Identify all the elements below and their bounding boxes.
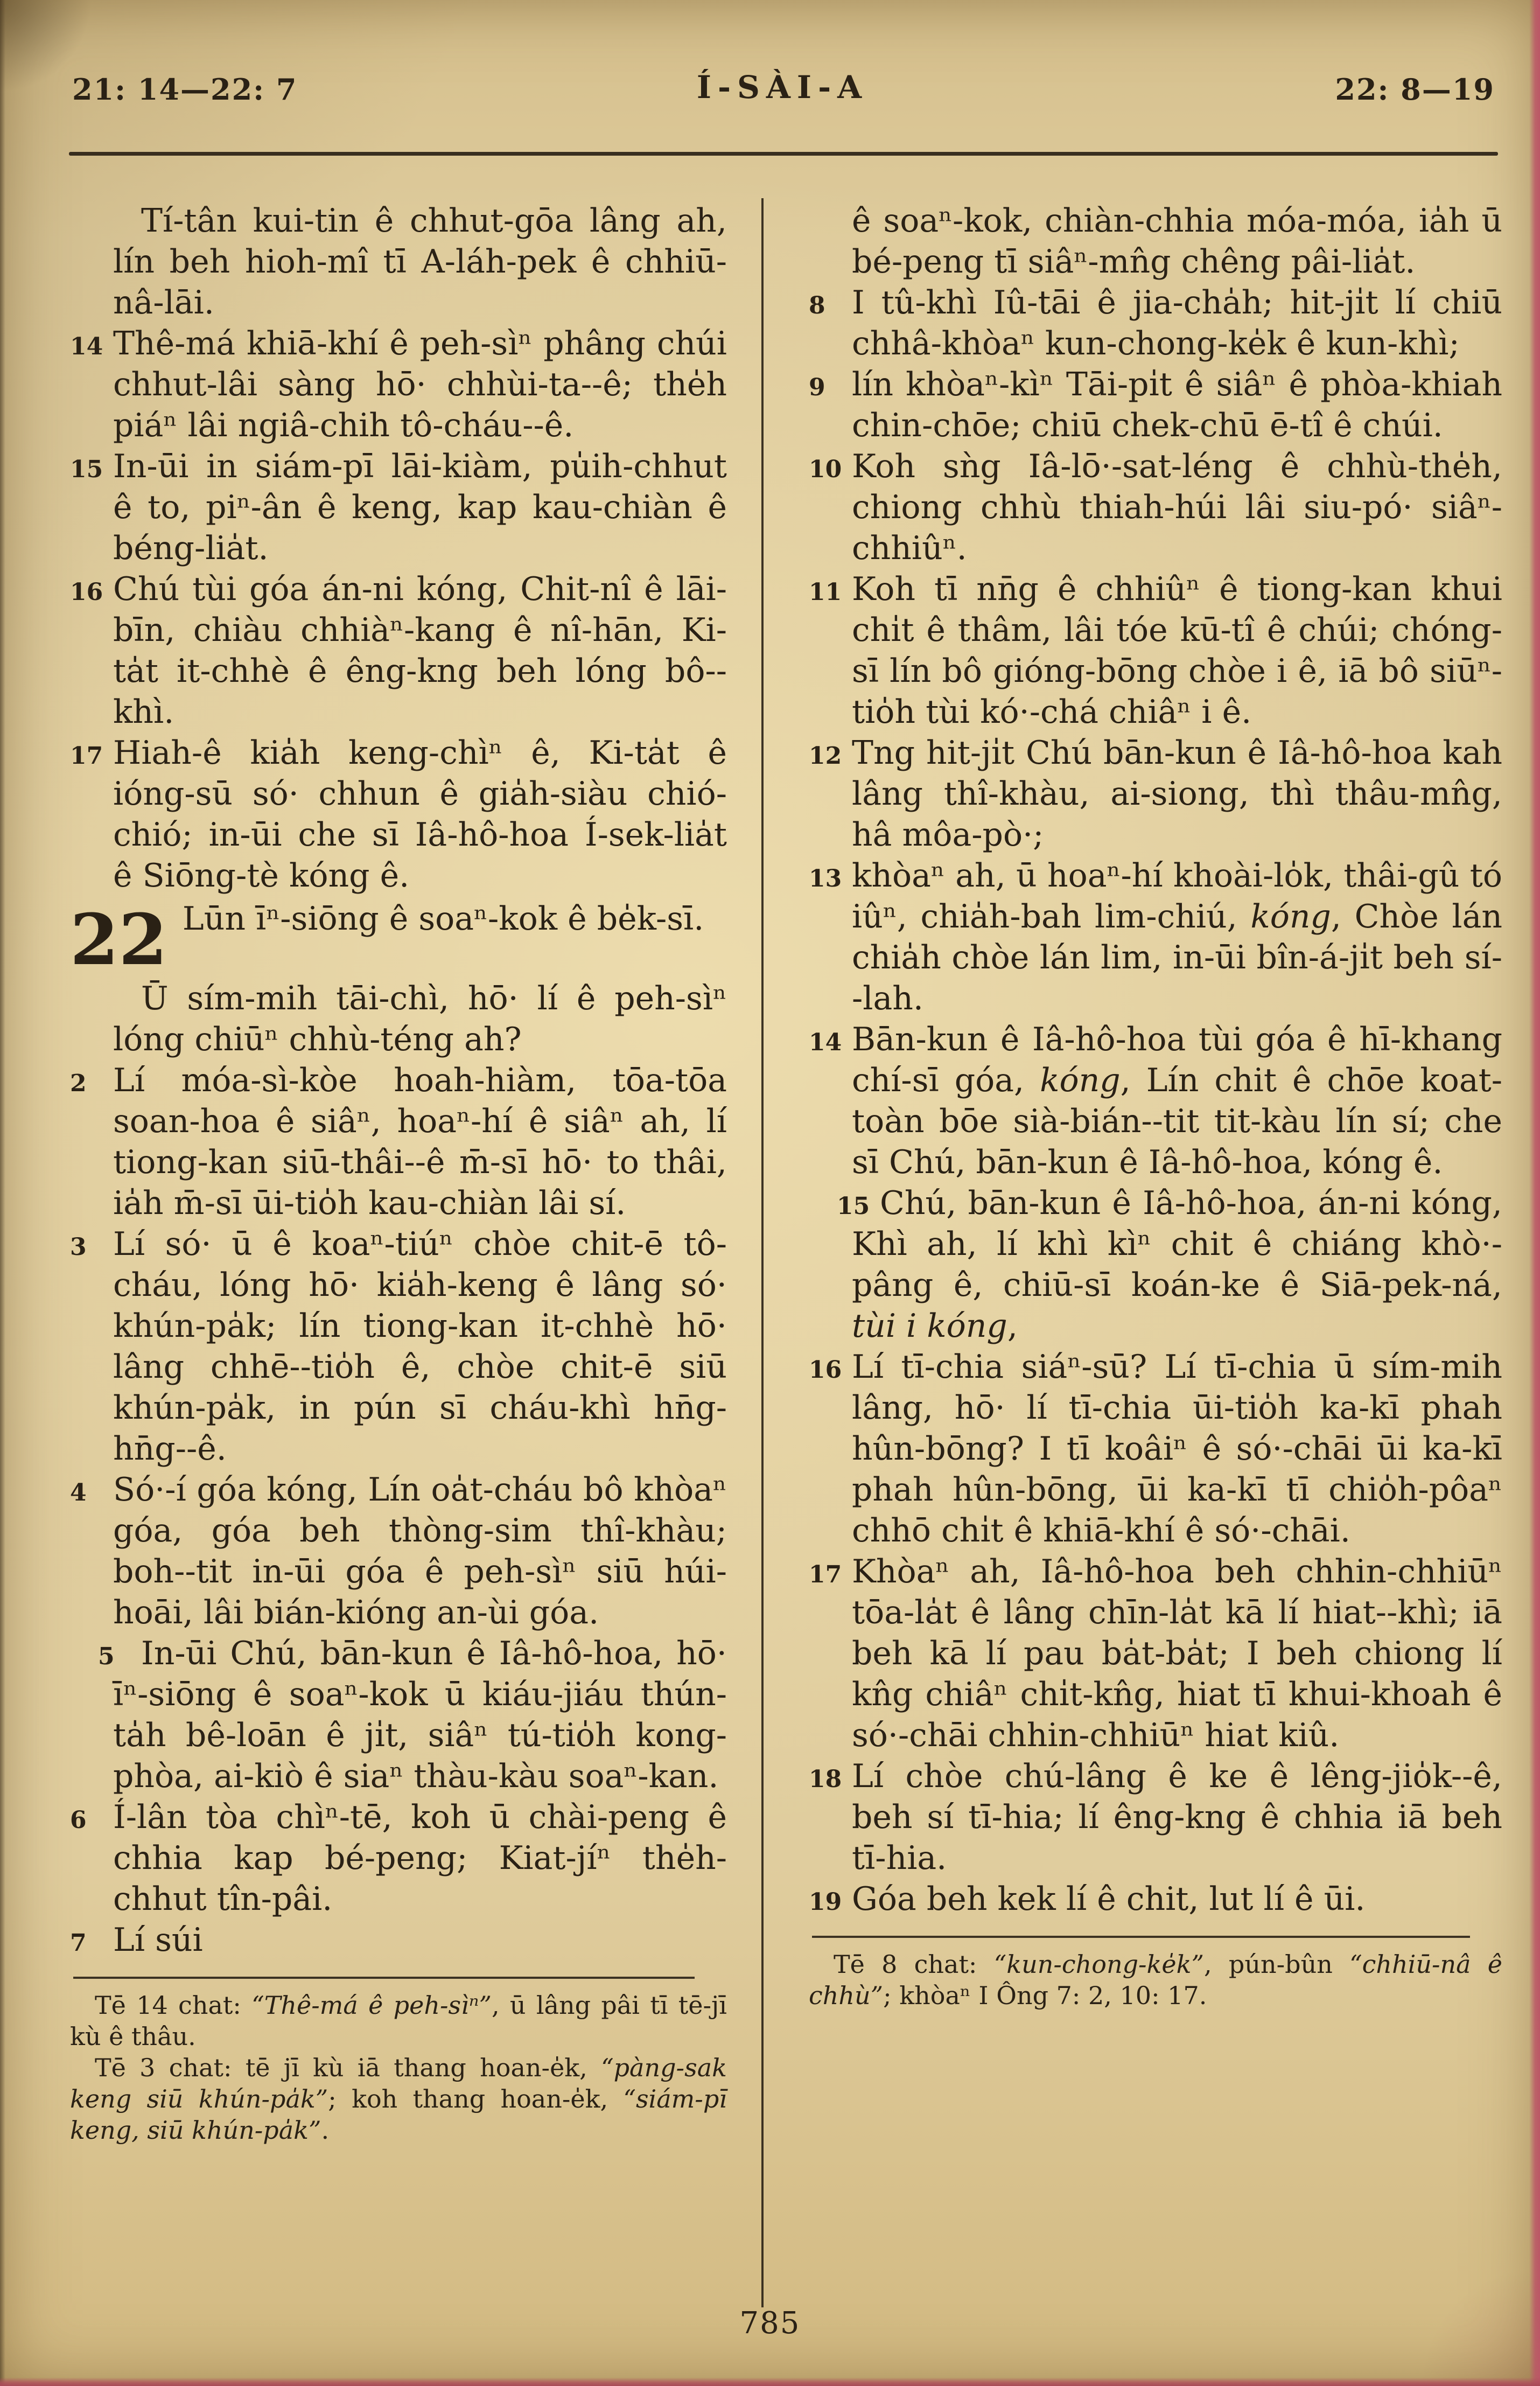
verse-text bbox=[113, 1062, 727, 1222]
verse-number: 13 bbox=[809, 865, 842, 892]
scan-shadow-left bbox=[0, 0, 5, 2386]
text-segment: Tng hit-ji̍t Chú bān-kun ê Iâ-hô-hoa kah lâng thî-khàu, ai-siong, thì thâu-mn̂g, hâ môa-pò·; bbox=[852, 734, 1502, 854]
verse bbox=[70, 1797, 727, 1920]
verse-number: 6 bbox=[70, 1806, 87, 1834]
verse-number: 18 bbox=[809, 1766, 842, 1793]
chapter-number: 22 bbox=[70, 898, 167, 981]
verse bbox=[809, 1879, 1502, 1920]
verse-text bbox=[852, 857, 1502, 1017]
text-segment: kóng bbox=[1040, 1062, 1121, 1099]
right-footnotes bbox=[809, 1949, 1502, 2011]
verse-text bbox=[852, 1348, 1502, 1550]
verse-number: 8 bbox=[809, 292, 825, 319]
verse-text bbox=[113, 325, 727, 444]
text-segment: Ū sím-mih tāi-chì, hō· lí ê peh-sìⁿ lóng chiūⁿ chhù-téng ah? bbox=[113, 980, 727, 1058]
text-segment: ; khòaⁿ I Ông 7: 2, 10: 17. bbox=[883, 1981, 1207, 2010]
right-column bbox=[809, 200, 1502, 2011]
text-segment: Lí súi bbox=[113, 1921, 203, 1959]
text-segment: In-ūi in siám-pī lāi-kiàm, pu̍ih-chhut ê to, piⁿ-ân ê keng, kap kau-chiàn ê béng-lia̍t. bbox=[113, 448, 727, 567]
verse-number: 17 bbox=[70, 742, 103, 770]
verse-number: 15 bbox=[837, 1192, 870, 1220]
header-rule bbox=[69, 152, 1498, 156]
verse bbox=[809, 1551, 1502, 1756]
verse-text bbox=[852, 1184, 1502, 1345]
text-segment: Tē 8 chat: bbox=[834, 1950, 994, 1979]
verse-range-right: 22: 8—19 bbox=[1335, 72, 1495, 107]
verse bbox=[809, 1019, 1502, 1183]
left-column-text bbox=[70, 200, 727, 1961]
text-segment: Lí só· ū ê koaⁿ-tiúⁿ chòe chit-ē tô-cháu, lóng hō· kia̍h-keng ê lâng só· khún-pa̍k; lín tiong-kan it-chhè hō· lâng chhē--tio̍h ê, chòe chit-ē siū khún-pa̍k, in pún sī cháu-khì hn̄g-hn̄g--ê. bbox=[113, 1225, 727, 1468]
verse-text bbox=[113, 202, 727, 322]
verse bbox=[70, 1060, 727, 1224]
left-footnote-rule bbox=[73, 1977, 695, 1979]
verse bbox=[809, 569, 1502, 732]
text-segment: “chhiū-nâ ê chhù” bbox=[809, 1950, 1502, 2010]
text-segment: , Lín chit ê chōe koat-toàn bōe sià-bián--tit tit-kàu lín sí; che sī Chú, bān-kun ê Iâ-hô-hoa, kóng ê. bbox=[852, 1062, 1502, 1181]
verse bbox=[113, 200, 727, 323]
verse-number: 16 bbox=[70, 578, 103, 606]
text-segment: Bān-kun ê Iâ-hô-hoa tùi góa ê hī-khang chí-sī góa, bbox=[852, 1021, 1502, 1099]
verse-number: 2 bbox=[70, 1070, 87, 1097]
text-segment: “pàng-sak keng siū khún-pa̍k” bbox=[70, 2053, 727, 2113]
verse-text bbox=[852, 284, 1502, 362]
verse-text bbox=[113, 1635, 727, 1795]
verse bbox=[70, 569, 727, 732]
text-segment: “kun-chong-ke̍k” bbox=[993, 1950, 1205, 1979]
verse-text bbox=[852, 1553, 1502, 1754]
verse-text bbox=[852, 448, 1502, 567]
verse bbox=[70, 1224, 727, 1469]
text-segment: Lí tī-chia siáⁿ-sū? Lí tī-chia ū sím-mih lâng, hō· lí tī-chia ūi-tio̍h ka-kī phah hûn-bōng? I tī koâiⁿ ê só·-chāi ūi ka-kī phah hûn-bōng, ūi ka-kī tī chio̍h-pôaⁿ chhō chi̍t ê khiā-khí ê só·-chāi. bbox=[852, 1348, 1502, 1550]
verse-text bbox=[852, 202, 1502, 281]
verse-number: 14 bbox=[70, 333, 103, 360]
book-bottom-edge bbox=[0, 2377, 1540, 2386]
right-footnote-rule bbox=[812, 1936, 1470, 1938]
page-header bbox=[70, 69, 1495, 115]
verse-number: 4 bbox=[70, 1479, 87, 1506]
verse-number: 3 bbox=[70, 1233, 87, 1261]
verse-text bbox=[852, 366, 1502, 444]
verse-text bbox=[113, 448, 727, 567]
text-segment: “siám-pī keng, siū khún-pa̍k” bbox=[70, 2084, 727, 2145]
verse-text bbox=[852, 734, 1502, 854]
text-segment: Tí-tân kui-tin ê chhut-gōa lâng ah, lín beh hioh-mî tī A-láh-pek ê chhiū-nâ-lāi. bbox=[113, 202, 727, 322]
verse-number: 10 bbox=[809, 456, 842, 483]
verse-text bbox=[113, 570, 727, 731]
text-segment: , Chòe lán chia̍h chòe lán lim, in-ūi bîn-á-ji̍t beh sí--lah. bbox=[852, 898, 1502, 1017]
verse bbox=[809, 732, 1502, 855]
right-column-text bbox=[809, 200, 1502, 1920]
text-segment: , bbox=[1007, 1307, 1018, 1345]
text-segment: Góa beh kek lí ê chit, lut lí ê ūi. bbox=[852, 1880, 1366, 1918]
text-segment: tùi i kóng bbox=[852, 1307, 1007, 1345]
text-segment: In-ūi Chú, bān-kun ê Iâ-hô-hoa, hō· īⁿ-siōng ê soaⁿ-kok ū kiáu-jiáu thún-ta̍h bê-loān ê ji̍t, siâⁿ tú-tio̍h kong-phòa, ai-kiò ê siaⁿ thàu-kàu soaⁿ-kan. bbox=[113, 1635, 727, 1795]
text-segment: Tē 14 chat: bbox=[95, 1991, 252, 2020]
verse-number: 17 bbox=[809, 1561, 842, 1588]
text-segment: Koh tī nn̄g ê chhiûⁿ ê tiong-kan khui chi̍t ê thâm, lâi tóe kū-tî ê chúi; chóng-sī lín bô gióng-bōng chòe i ê, iā bô siūⁿ-tio̍h tùi kó·-chá chiâⁿ i ê. bbox=[852, 570, 1502, 731]
text-segment: ê soaⁿ-kok, chiàn-chhia móa-móa, ia̍h ū bé-peng tī siâⁿ-mn̂g chêng pâi-lia̍t. bbox=[852, 202, 1502, 281]
left-footnotes bbox=[70, 1990, 727, 2146]
verse bbox=[809, 364, 1502, 446]
footnote bbox=[70, 1990, 727, 2052]
text-segment: Lūn īⁿ-siōng ê soaⁿ-kok ê be̍k-sī. bbox=[182, 900, 704, 938]
verse-text bbox=[852, 1757, 1502, 1877]
verse bbox=[70, 1469, 727, 1633]
verse-number: 9 bbox=[809, 374, 825, 401]
text-segment: Khòaⁿ ah, Iâ-hô-hoa beh chhin-chhiūⁿ tōa-la̍t ê lâng chīn-la̍t kā lí hiat--khì; iā beh kā lí pau ba̍t-ba̍t; I beh chiong lí kn̂g chiâⁿ chi̍t-kn̂g, hiat tī khui-khoah ê só·-chāi chhin-chhiūⁿ hiat kiû. bbox=[852, 1553, 1502, 1754]
verse bbox=[113, 978, 727, 1060]
verse-number: 16 bbox=[809, 1356, 842, 1384]
verse-text bbox=[113, 980, 727, 1058]
verse bbox=[70, 446, 727, 569]
verse bbox=[70, 732, 727, 896]
verse bbox=[70, 1920, 727, 1961]
verse bbox=[837, 1183, 1502, 1347]
verse-number: 14 bbox=[809, 1029, 842, 1056]
footnote bbox=[809, 1949, 1502, 2011]
text-segment: I tû-khì Iû-tāi ê jia-cha̍h; hit-ji̍t lí chiū chhâ-khòaⁿ kun-chong-ke̍k ê kun-khì; bbox=[852, 284, 1502, 362]
text-segment: , ū lâng pâi tī tē-jī kù ê thâu. bbox=[70, 1991, 727, 2051]
verse-number: 11 bbox=[809, 578, 842, 606]
text-segment: Chú tùi góa án-ni kóng, Chit-nî ê lāi-bīn, chiàu chhiàⁿ-kang ê nî-hān, Ki-ta̍t it-chhè ê êng-kng beh lóng bô--khì. bbox=[113, 570, 727, 731]
text-segment: khòaⁿ ah, ū hoaⁿ-hí khoài-lo̍k, thâi-gû tó iûⁿ, chia̍h-bah lim-chiú, bbox=[852, 857, 1502, 936]
verse-text bbox=[852, 1021, 1502, 1181]
text-segment: ; koh thang hoan-e̍k, bbox=[328, 2084, 624, 2113]
text-segment: “Thê-má ê peh-sìⁿ” bbox=[251, 1991, 492, 2020]
verse-text bbox=[113, 1921, 203, 1959]
verse bbox=[852, 200, 1502, 282]
verse bbox=[98, 1633, 727, 1797]
text-segment: lín khòaⁿ-kìⁿ Tāi-pi̍t ê siâⁿ ê phòa-khiah chin-chōe; chiū chek-chū ē-tî ê chúi. bbox=[852, 366, 1502, 444]
verse-number: 5 bbox=[98, 1643, 115, 1670]
verse bbox=[809, 1347, 1502, 1551]
verse-text bbox=[113, 734, 727, 895]
text-segment: Chú, bān-kun ê Iâ-hô-hoa, án-ni kóng, Khì ah, lí khì kìⁿ chit ê chiáng khò·-pâng ê, chiū-sī koán-ke ê Siā-pek-ná, bbox=[852, 1184, 1502, 1304]
verse-text bbox=[852, 1880, 1366, 1918]
verse-range-left: 21: 14—22: 7 bbox=[72, 72, 298, 107]
text-segment: Lí chòe chú-lâng ê ke ê lêng-jio̍k--ê, beh sí tī-hia; lí êng-kng ê chhia iā beh tī-hia. bbox=[852, 1757, 1502, 1877]
footnote bbox=[70, 2052, 727, 2146]
text-segment: Lí móa-sì-kòe hoah-hiàm, tōa-tōa soan-hoa ê siâⁿ, hoaⁿ-hí ê siâⁿ ah, lí tiong-kan siū-thâi--ê m̄-sī hō· to thâi, ia̍h m̄-sī ūi-tio̍h kau-chiàn lâi sí. bbox=[113, 1062, 727, 1222]
text-segment: kóng bbox=[1250, 898, 1331, 936]
verse-text bbox=[113, 1798, 727, 1918]
verse-text bbox=[183, 900, 704, 938]
verse-text bbox=[113, 1471, 727, 1631]
page-number: 785 bbox=[739, 2306, 801, 2341]
verse-number: 19 bbox=[809, 1888, 842, 1916]
verse bbox=[809, 1756, 1502, 1879]
text-segment: Tē 3 chat: tē jī kù iā thang hoan-e̍k, bbox=[95, 2053, 601, 2082]
text-segment: . bbox=[321, 2116, 330, 2145]
verse bbox=[809, 446, 1502, 569]
text-segment: Koh sǹg Iâ-lō·-sat-léng ê chhù-the̍h, chiong chhù thiah-húi lâi siu-pó· siâⁿ-chhiûⁿ. bbox=[852, 448, 1502, 567]
chapter-heading bbox=[70, 898, 727, 981]
verse-text bbox=[113, 1225, 727, 1468]
book-fore-edge bbox=[1529, 0, 1540, 2386]
verse-number: 7 bbox=[70, 1929, 87, 1957]
column-divider-rule bbox=[761, 198, 764, 2307]
text-segment: Só·-í góa kóng, Lín oa̍t-cháu bô khòaⁿ góa, góa beh thòng-sim thî-khàu; boh--tit in-ūi góa ê peh-sìⁿ siū húi-hoāi, lâi bián-kióng an-ùi góa. bbox=[113, 1471, 727, 1631]
verse bbox=[809, 282, 1502, 364]
book-title: Í-SÀI-A bbox=[696, 69, 869, 106]
verse bbox=[809, 855, 1502, 1019]
verse bbox=[70, 323, 727, 446]
verse-text bbox=[852, 570, 1502, 731]
text-segment: Thê-má khiā-khí ê peh-sìⁿ phâng chúi chhut-lâi sàng hō· chhùi-ta--ê; the̍h piáⁿ lâi ngiâ-chih tô-cháu--ê. bbox=[113, 325, 727, 444]
text-segment: Í-lân tòa chìⁿ-tē, koh ū chài-peng ê chhia kap bé-peng; Kiat-jíⁿ the̍h-chhut tîn-pâi. bbox=[113, 1798, 727, 1918]
verse-number: 15 bbox=[70, 456, 103, 483]
text-segment: Hiah-ê kia̍h keng-chìⁿ ê, Ki-ta̍t ê ióng-sū só· chhun ê gia̍h-siàu chió-chió; in-ūi che sī Iâ-hô-hoa Í-sek-lia̍t ê Siōng-tè kóng ê. bbox=[113, 734, 727, 895]
left-column bbox=[70, 200, 727, 2146]
text-segment: , pún-bûn bbox=[1204, 1950, 1350, 1979]
verse-number: 12 bbox=[809, 742, 842, 770]
